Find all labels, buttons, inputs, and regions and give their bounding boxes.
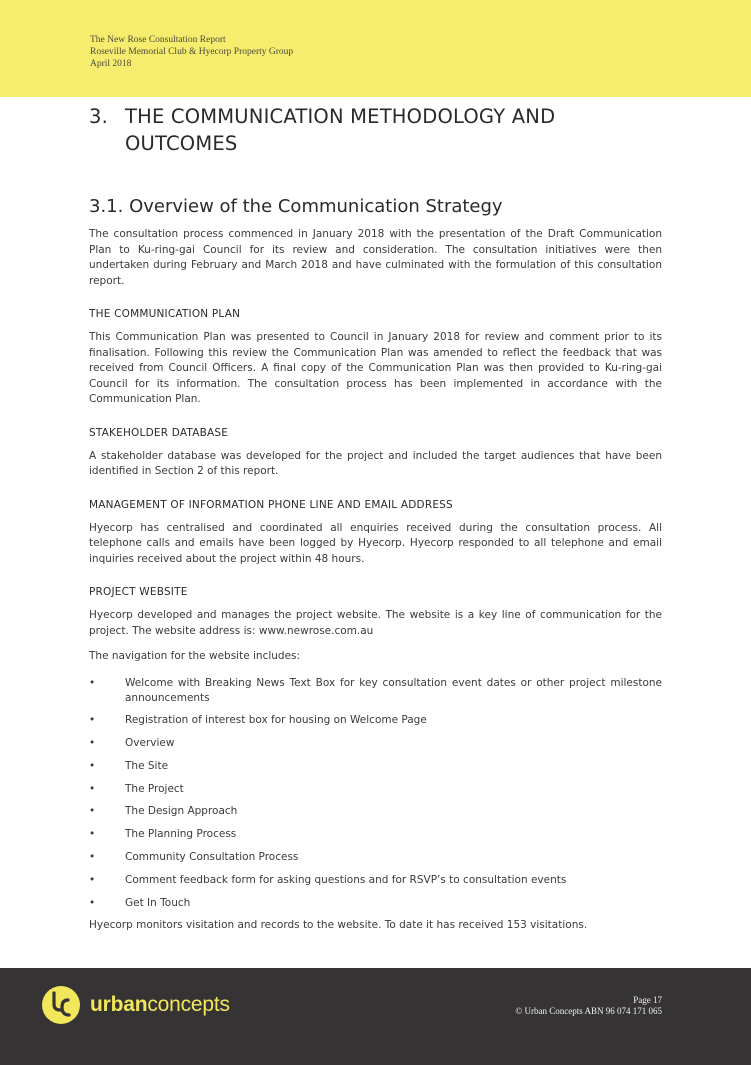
footer-info bbox=[515, 995, 662, 1017]
urban-concepts-logo-icon bbox=[41, 985, 81, 1025]
section-title: THE COMMUNICATION METHODOLOGY AND OUTCOMES bbox=[125, 105, 556, 155]
report-client: Roseville Memorial Club & Hyecorp Property Group bbox=[90, 47, 294, 57]
logo-wordmark bbox=[90, 993, 230, 1017]
list-item: • Welcome with Breaking News Text Box for key consultation event dates or other project milestone announcements bbox=[89, 676, 662, 706]
list-item: • The Site bbox=[89, 759, 662, 774]
report-title: The New Rose Consultation Report bbox=[90, 35, 226, 45]
copyright-text: © Urban Concepts ABN 96 074 171 065 bbox=[515, 1006, 662, 1016]
database-paragraph: A stakeholder database was developed for the project and included the target audiences that have been identified in Section 2 of this report. bbox=[89, 449, 662, 477]
urban-concepts-logo bbox=[41, 985, 230, 1025]
list-item: • Community Consultation Process bbox=[89, 850, 662, 865]
section-heading bbox=[89, 103, 662, 157]
page-number: Page 17 bbox=[633, 995, 662, 1005]
page-content bbox=[89, 103, 662, 934]
list-item: • The Design Approach bbox=[89, 804, 662, 819]
report-date: April 2018 bbox=[90, 59, 132, 69]
navigation-list bbox=[89, 676, 662, 911]
list-item: • Get In Touch bbox=[89, 896, 662, 911]
visitation-paragraph: Hyecorp monitors visitation and records to the website. To date it has received 153 visitations. bbox=[89, 919, 588, 932]
logo-word-bold: urban bbox=[90, 993, 148, 1016]
list-item: • The Planning Process bbox=[89, 827, 662, 842]
header-text bbox=[90, 34, 293, 70]
list-item: • Comment feedback form for asking questions and for RSVP’s to consultation events bbox=[89, 873, 662, 888]
website-heading: PROJECT WEBSITE bbox=[89, 586, 188, 598]
logo-word-regular: concepts bbox=[147, 993, 230, 1016]
phone-email-heading: MANAGEMENT OF INFORMATION PHONE LINE AND EMAIL ADDRESS bbox=[89, 498, 453, 511]
page-header bbox=[0, 0, 751, 97]
list-item: • Registration of interest box for housing on Welcome Page bbox=[89, 713, 662, 728]
website-paragraph: Hyecorp developed and manages the project website. The website is a key line of communication for the project. The website address is: www.newrose.com.au bbox=[89, 609, 662, 637]
phone-email-paragraph: Hyecorp has centralised and coordinated all enquiries received during the consultation process. All telephone calls and emails have been logged by Hyecorp. Hyecorp responded to all telephone and email inquiries received about the project within 48 hours. bbox=[89, 521, 662, 565]
database-heading: STAKEHOLDER DATABASE bbox=[89, 426, 229, 439]
intro-paragraph: The consultation process commenced in January 2018 with the presentation of the Draft Communication Plan to Ku-ring-gai Council for its review and consideration. The consultation initiatives were then undertaken during February and March 2018 and have culminated with the formulation of this consultation report. bbox=[89, 228, 662, 287]
subsection-heading: 3.1. Overview of the Communication Strategy bbox=[89, 196, 503, 217]
plan-paragraph: This Communication Plan was presented to Council in January 2018 for review and comment prior to its finalisation. Following this review the Communication Plan was amended to reflect the feedback that was received from Council Officers. A final copy of the Communication Plan was then provided to Ku-ring-gai Council for its information. The consultation process has been implemented in accordance with the Communication Plan. bbox=[89, 331, 662, 405]
page-footer bbox=[0, 968, 751, 1065]
plan-heading: THE COMMUNICATION PLAN bbox=[89, 308, 241, 320]
list-item: • The Project bbox=[89, 782, 662, 797]
navigation-intro: The navigation for the website includes: bbox=[89, 650, 301, 662]
list-item: • Overview bbox=[89, 736, 662, 751]
section-number: 3. bbox=[89, 105, 109, 128]
